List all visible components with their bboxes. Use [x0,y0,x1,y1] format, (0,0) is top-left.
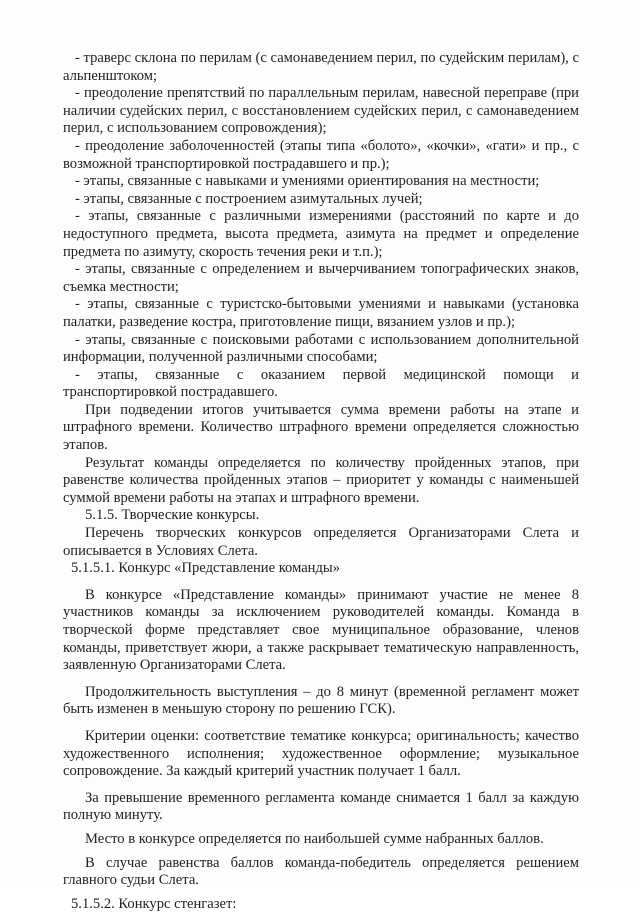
paragraph-tie: В случае равенства баллов команда-победитель определяется решением главного судьи Слета. [63,854,579,889]
list-item: - этапы, связанные с туристско-бытовыми умениями и навыками (установка палатки, разведение костра, приготовление пищи, вязанием узлов и пр.); [63,296,579,330]
list-item: - этапы, связанные с поисковыми работами с использованием дополнительной информации, полученной различными способами; [63,331,579,366]
paragraph-duration: Продолжительность выступления – до 8 минут (временной регламент может быть изменен в меньшую сторону по решению ГСК). [63,683,579,718]
paragraph-contests-list: Перечень творческих конкурсов определяется Организаторами Слета и описывается в Условиях Слета. [63,525,579,559]
list-item: - этапы, связанные с оказанием первой медицинской помощи и транспортировкой пострадавшего. [63,366,579,401]
paragraph-scoring: При подведении итогов учитывается сумма времени работы на этапе и штрафного времени. Количество штрафного времени определяется сложностью этапов. [63,401,579,454]
page-content [63,50,579,913]
section-heading-5-1-5-1: 5.1.5.1. Конкурс «Представление команды» [71,560,341,577]
list-item: - преодоление заболоченностей (этапы типа «болото», «кочки», «гати» и пр., с возможной транспортировкой пострадавшего и пр.); [63,137,579,172]
paragraph-placement: Место в конкурсе определяется по наибольшей сумме набранных баллов. [85,830,544,847]
paragraph-criteria: Критерии оценки: соответствие тематике конкурса; оригинальность; качество художественного исполнения; художественное оформление; музыкальное сопровождение. За каждый критерий участник получает 1 балл. [63,727,579,780]
list-item: - этапы, связанные с различными измерениями (расстояний по карте и до недоступного предмета, высота предмета, азимута на предмет и определение предмета по азимуту, скорость течения реки и т.п.); [63,208,579,260]
list-item: - этапы, связанные с навыками и умениями ориентирования на местности; [75,173,540,190]
paragraph-team-result: Результат команды определяется по количеству пройденных этапов, при равенстве количества пройденных этапов – приоритет у команды с наименьшей суммой времени работы на этапах и штрафного времени. [63,454,579,506]
paragraph-team-presentation: В конкурсе «Представление команды» принимают участие не менее 8 участников команды за исключением руководителей команды. Команда в творческой форме представляет свое муниципальное образование, членов команды, приветствует жюри, а также раскрывает тематическую направленность, заявленную Организаторами Слета. [63,586,579,674]
section-heading-5-1-5: 5.1.5. Творческие конкурсы. [85,507,260,524]
paragraph-penalty: За превышение временного регламента команде снимается 1 балл за каждую полную минуту. [63,789,579,824]
list-item: - траверс склона по перилам (с самонаведением перил, по судейским перилам), с альпенштоком; [63,50,579,84]
list-item: - преодоление препятствий по параллельным перилам, навесной переправе (при наличии судейских перил, с восстановлением судейских перил, с самонаведением перил, с использованием сопровождения); [63,85,579,137]
list-item: - этапы, связанные с построением азимутальных лучей; [75,190,423,207]
section-heading-5-1-5-2: 5.1.5.2. Конкурс стенгазет: [71,895,237,912]
list-item: - этапы, связанные с определением и вычерчиванием топографических знаков, съемка местности; [63,261,579,295]
